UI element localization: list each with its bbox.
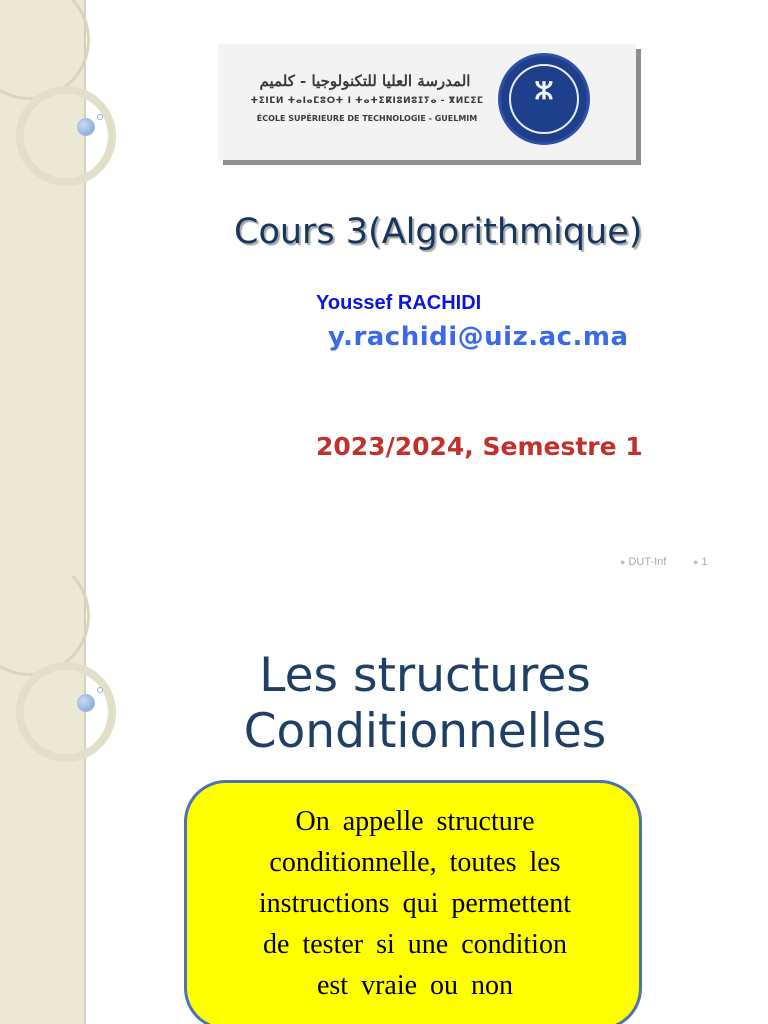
content-slide [0, 576, 768, 1024]
emblem-glyph: ⵣ [534, 76, 554, 105]
definition-callout [184, 780, 642, 1024]
logo-french-text: ÉCOLE SUPÉRIEURE DE TECHNOLOGIE - GUELMIM [256, 114, 478, 123]
logo-tifinagh-text: ⵜⵉⵏⵎⵍ ⵜⴰⵏⴰⵎⵓⵔⵜ ⵏ ⵜⴰⵜⵉⴽⵏⵓⵍⵓⵊⵢⴰ - ⴳⵍⵎⵉⵎ [250, 96, 484, 106]
footer-page-number [693, 556, 708, 568]
decorative-dot-icon [77, 694, 95, 712]
side-band-edge [84, 576, 86, 1024]
slide-title-line-2: Conditionnelles [243, 704, 607, 759]
semester-label: 2023/2024, Semestre 1 [316, 432, 643, 461]
decorative-dot-icon [97, 114, 103, 120]
footer-course [620, 556, 666, 568]
slide-title-line-1: Les structures [259, 648, 591, 703]
side-band-edge [84, 0, 86, 576]
author-email: y.rachidi@uiz.ac.ma [328, 322, 629, 352]
decorative-dot-icon [77, 118, 95, 136]
school-logo [218, 44, 636, 160]
decorative-ring-icon [16, 86, 116, 186]
definition-line: est vraie ou non [316, 970, 514, 1001]
course-title: Cours 3(Algorithmique) [234, 212, 643, 252]
definition-text [215, 801, 615, 1006]
university-emblem-icon [498, 53, 590, 145]
decorative-ring-icon [16, 662, 116, 762]
author-name: Youssef RACHIDI [316, 292, 482, 314]
definition-line: On appelle structure [295, 806, 535, 837]
footer-bullet-icon: ● [620, 557, 626, 567]
definition-line: instructions qui permettent [258, 888, 572, 919]
decorative-dot-icon [97, 687, 103, 693]
definition-line: conditionnelle, toutes les [269, 847, 561, 878]
slide-title [210, 648, 640, 760]
footer-bullet-icon: ● [693, 557, 699, 567]
footer-course-text: DUT-Inf [628, 556, 667, 568]
logo-arabic-text: المدرسة العليا للتكنولوجيا - كلميم [259, 72, 471, 90]
definition-line: de tester si une condition [263, 929, 567, 960]
page-number-text: 1 [701, 556, 708, 568]
